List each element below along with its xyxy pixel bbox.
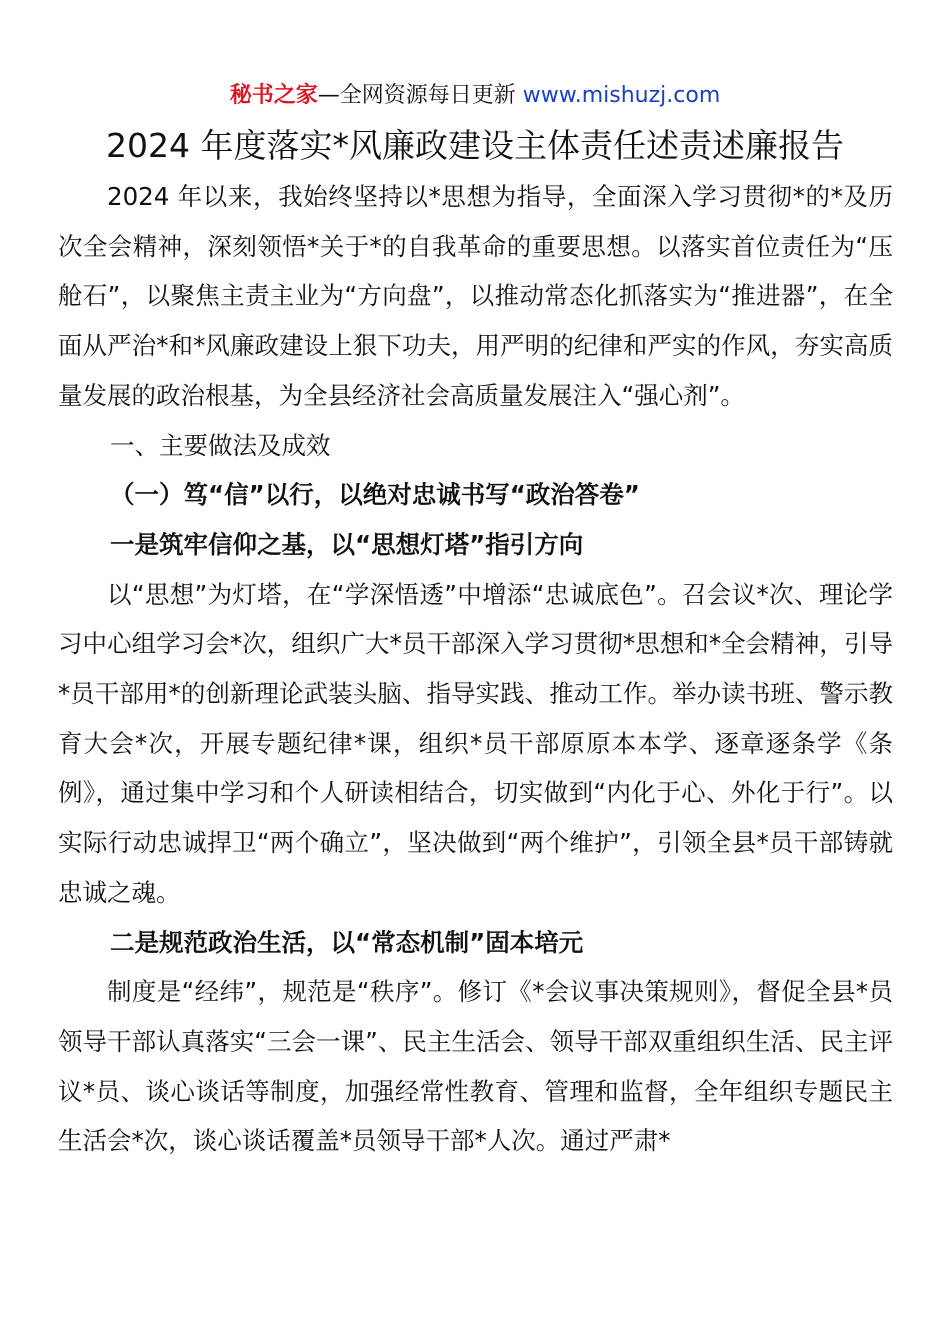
site-url-link[interactable]: www.mishuzj.com xyxy=(522,83,721,108)
site-banner xyxy=(0,80,950,112)
body-paragraph-1: 以“思想”为灯塔，在“学深悟透”中增添“忠诚底色”。召会议*次、理论学习中心组学习会*次，组织广大*员干部深入学习贯彻*思想和*全会精神，引导*员干部用*的创新理论武装头脑、指导实践、推动工作。举办读书班、警示教育大会*次，开展专题纪律*课，组织*员干部原原本本学、逐章逐条学《条例》，通过集中学习和个人研读相结合，切实做到“内化于心、外化于行”。以实际行动忠诚捍卫“两个确立”，坚决做到“两个维护”，引领全县*员干部铸就忠诚之魂。 xyxy=(58,579,893,907)
point-heading-1: 一是筑牢信仰之基，以“思想灯塔”指引方向 xyxy=(110,529,584,559)
section-heading: 一、主要做法及成效 xyxy=(110,430,331,460)
intro-paragraph: 2024 年以来，我始终坚持以*思想为指导，全面深入学习贯彻*的*及历次全会精神，深刻领悟*关于*的自我革命的重要思想。以落实首位责任为“压舱石”，以聚焦主责主业为“方向盘”，以推动常态化抓落实为“推进器”，在全面从严治*和*风廉政建设上狠下功夫，用严明的纪律和严实的作风，夯实高质量发展的政治根基，为全县经济社会高质量发展注入“强心剂”。 xyxy=(58,182,893,410)
brand-name: 秘书之家 xyxy=(229,83,318,108)
document-body xyxy=(58,172,893,1166)
document-title: 2024 年度落实*风廉政建设主体责任述责述廉报告 xyxy=(106,126,844,165)
body-paragraph-2: 制度是“经纬”，规范是“秩序”。修订《*会议事决策规则》，督促全县*员领导干部认真落实“三会一课”、民主生活会、领导干部双重组织生活、民主评议*员、谈心谈话等制度，加强经常性教育、管理和监督，全年组织专题民主生活会*次，谈心谈话覆盖*员领导干部*人次。通过严肃* xyxy=(58,977,893,1156)
banner-tagline: —全网资源每日更新 xyxy=(317,83,523,108)
subsection-heading: （一）笃“信”以行，以绝对忠诚书写“政治答卷” xyxy=(110,480,640,510)
point-heading-2: 二是规范政治生活，以“常态机制”固本培元 xyxy=(110,927,584,957)
